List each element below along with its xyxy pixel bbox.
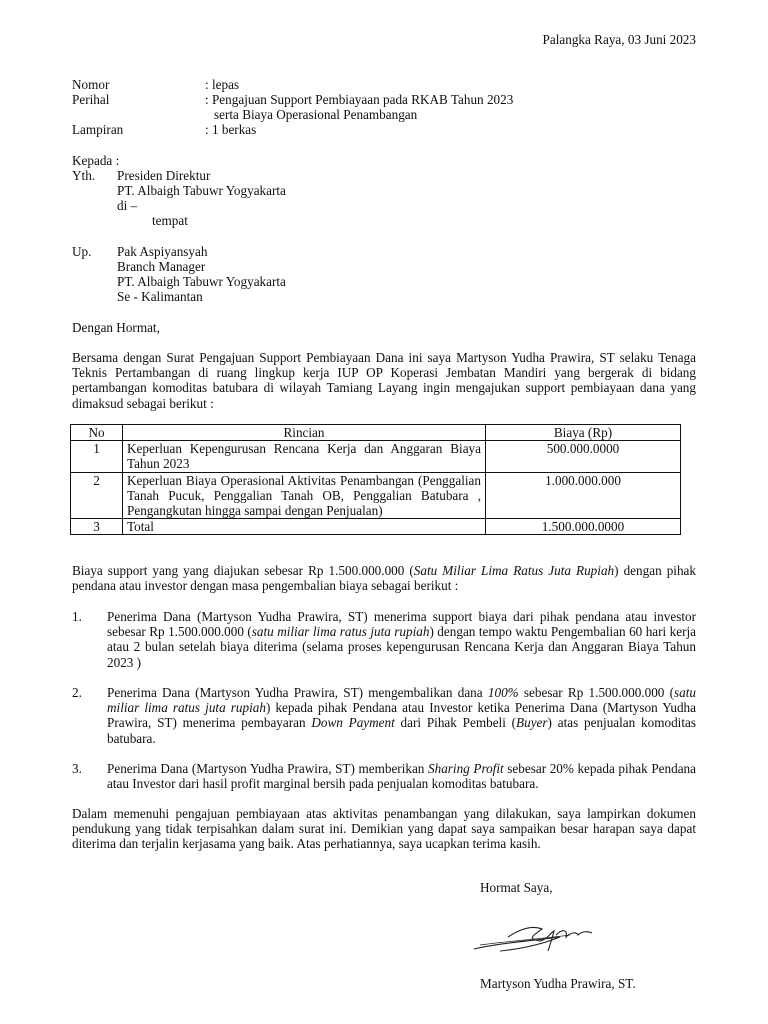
header-no: No (71, 425, 123, 441)
lampiran-label: Lampiran (72, 122, 124, 137)
row-no: 2 (71, 472, 123, 519)
row-biaya: 500.000.0000 (486, 441, 681, 472)
list-item: Penerima Dana (Martyson Yudha Prawira, ST) mengembalikan dana 100% sebesar Rp 1.500.000.000 (satu miliar lima ratus juta rupiah) kepada pihak Pendana atau Investor ketika Penerima Dana (Martyson Yudha Prawira, ST) menerima pembayaran Down Payment dari Pihak Pembeli (Buyer) atas penjualan komoditas batubara. (107, 685, 697, 746)
row-rincian: Keperluan Kepengurusan Rencana Kerja dan Anggaran Biaya Tahun 2023 (123, 441, 486, 472)
attention-region: Se - Kalimantan (117, 289, 203, 304)
perihal-value-line1: : Pengajuan Support Pembiayaan pada RKAB Tahun 2023 (205, 92, 514, 107)
signature-image (470, 915, 600, 955)
intro-paragraph: Bersama dengan Surat Pengajuan Support Pembiayaan Dana ini saya Martyson Yudha Prawira, ST selaku Tenaga Teknis Pertambangan di ruang lingkup kerja IUP OP Koperasi Jembatan Mandiri yang bergerak di bidang pertambangan komoditas batubara di wilayah Tamiang Layang ingin mengajukan support pembiayaan dana yang dimaksud sebagai berikut : (72, 350, 696, 411)
perihal-label: Perihal (72, 92, 110, 107)
list-item: Penerima Dana (Martyson Yudha Prawira, ST) memberikan Sharing Profit sebesar 20% kepada pihak Pendana atau Investor dari hasil profit marginal bersih pada penjualan komoditas batubara. (107, 761, 696, 792)
closing-paragraph: Dalam memenuhi pengajuan pembiayaan atas aktivitas penambangan yang dilakukan, saya lampirkan dokumen pendukung yang tidak terpisahkan dalam surat ini. Demikian yang dapat saya sampaikan besar harapan saya dapat diterima dan terjalin kerjasama yang baik. Atas perhatiannya, saya ucapkan terima kasih. (72, 806, 696, 852)
item-number: 1. (72, 609, 82, 624)
attention-position: Branch Manager (117, 259, 206, 274)
header-biaya: Biaya (Rp) (486, 425, 681, 441)
row-biaya: 1.500.000.0000 (486, 519, 681, 535)
perihal-value-line2: serta Biaya Operasional Penambangan (214, 107, 418, 122)
row-rincian: Keperluan Biaya Operasional Aktivitas Penambangan (Penggalian Tanah Pucuk, Penggalian Tanah OB, Penggalian Batubara , Pengangkutan hingga sampai dengan Penjualan) (123, 472, 486, 519)
item-number: 3. (72, 761, 82, 776)
row-no: 1 (71, 441, 123, 472)
table-header-row (71, 425, 681, 441)
row-rincian: Total (123, 519, 486, 535)
summary-paragraph: Biaya support yang yang diajukan sebesar Rp 1.500.000.000 (Satu Miliar Lima Ratus Juta Rupiah) dengan pihak pendana atau investor dengan masa pengembalian biaya sebagai berikut : (72, 563, 697, 594)
item-number: 2. (72, 685, 82, 700)
yth-label: Yth. (72, 168, 96, 183)
attention-name: Pak Aspiyansyah (117, 244, 208, 259)
nomor-label: Nomor (72, 77, 110, 92)
sign-off: Hormat Saya, (480, 880, 553, 895)
row-biaya: 1.000.000.000 (486, 472, 681, 519)
nomor-value: : lepas (205, 77, 240, 92)
table-row (71, 472, 681, 519)
row-no: 3 (71, 519, 123, 535)
signatory-name: Martyson Yudha Prawira, ST. (480, 976, 636, 991)
list-item: Penerima Dana (Martyson Yudha Prawira, ST) menerima support biaya dari pihak pendana atau investor sebesar Rp 1.500.000.000 (satu miliar lima ratus juta rupiah) dengan tempo waktu Pengembalian 60 hari kerja atau 2 bulan setelah biaya diterima (selama proses kepengurusan Rencana Kerja dan Anggaran Biaya Tahun 2023 ) (107, 609, 696, 670)
place-date: Palangka Raya, 03 Juni 2023 (542, 32, 696, 47)
greeting: Dengan Hormat, (72, 320, 160, 335)
cost-table (70, 424, 681, 535)
header-rincian: Rincian (123, 425, 486, 441)
lampiran-value: : 1 berkas (205, 122, 257, 137)
kepada-label: Kepada : (72, 153, 120, 168)
up-label: Up. (72, 244, 92, 259)
table-row (71, 441, 681, 472)
attention-company: PT. Albaigh Tabuwr Yogyakarta (117, 274, 286, 289)
recipient-tempat: tempat (152, 213, 188, 228)
recipient-title: Presiden Direktur (117, 168, 211, 183)
recipient-company: PT. Albaigh Tabuwr Yogyakarta (117, 183, 286, 198)
recipient-di: di – (117, 198, 138, 213)
table-row-total (71, 519, 681, 535)
